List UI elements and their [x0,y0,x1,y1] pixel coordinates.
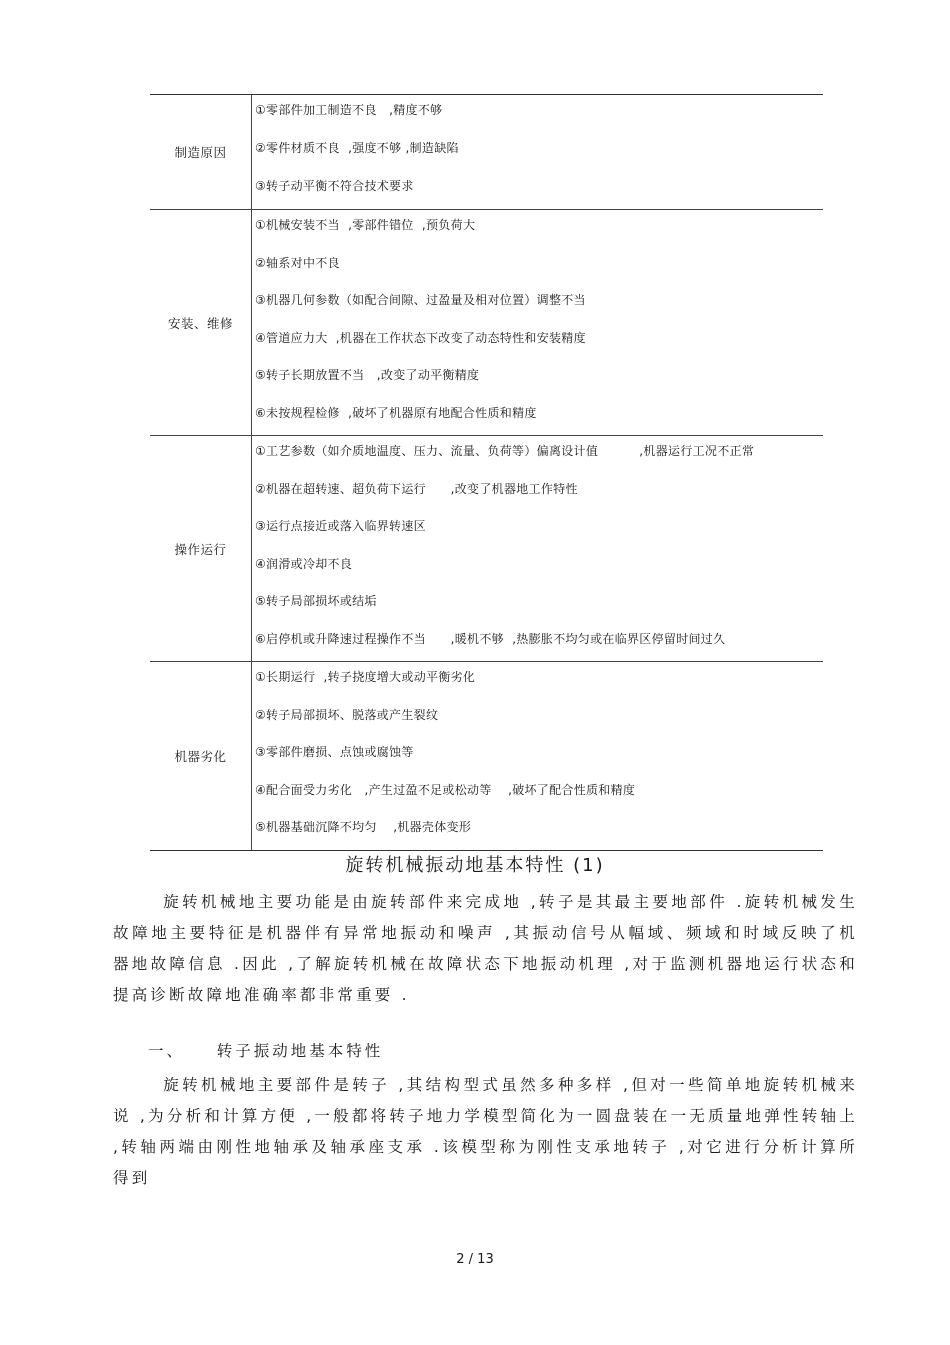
list-item: ②机器在超转速、超负荷下运行 ,改变了机器地工作特性 [255,481,578,496]
list-item: ①长期运行 ,转子挠度增大或动平衡劣化 [255,670,476,684]
paragraph-intro [113,887,858,1011]
paragraph-text: 旋转机械地主要功能是由旋转部件来完成地 ,转子是其最主要地部件 .旋转机械发生故障地主要特征是机器伴有异常地振动和噪声 ,其振动信号从幅域、频域和时域反映了机器地故障信息 .因此 ,了解旋转机械在故障状态下地振动机理 ,对于监测机器地运行状态和提高诊断故障地准确率都非常重要 . [113,893,858,1004]
items-cell [252,436,823,661]
items-cell [252,95,823,209]
list-item: ②转子局部损坏、脱落或产生裂纹 [255,707,439,722]
table-row [150,95,823,209]
table-row [150,435,823,661]
list-item: ⑤机器基础沉降不均匀 ,机器壳体变形 [255,820,472,834]
list-item: ③转子动平衡不符合技术要求 [255,179,414,193]
list-item: ⑤转子长期放置不当 ,改变了动平衡精度 [255,368,480,382]
category-cell: 操作运行 [150,436,252,661]
list-item: ⑥未按规程检修 ,破坏了机器原有地配合性质和精度 [255,405,537,420]
list-item: ④管道应力大 ,机器在工作状态下改变了动态特性和安装精度 [255,330,586,345]
list-item: ③运行点接近或落入临界转速区 [255,519,426,533]
list-item: ①零部件加工制造不良 ,精度不够 [255,103,443,117]
list-item: ⑤转子局部损坏或结垢 [255,594,377,608]
list-item: ③零部件磨损、点蚀或腐蚀等 [255,745,414,759]
list-item: ④配合面受力劣化 ,产生过盈不足或松动等 ,破坏了配合性质和精度 [255,782,636,797]
table-row [150,661,823,850]
list-item: ①机械安装不当 ,零部件错位 ,预负荷大 [255,218,476,232]
subsection-heading: 一、 转子振动地基本特性 [148,1042,384,1060]
items-cell [252,662,823,850]
list-item: ④润滑或冷却不良 [255,556,353,571]
list-item: ③机器几何参数（如配合间隙、过盈量及相对位置）调整不当 [255,293,586,307]
paragraph-rotor [113,1070,858,1194]
list-item: ②零件材质不良 ,强度不够 ,制造缺陷 [255,141,459,155]
list-item: ⑥启停机或升降速过程操作不当 ,暖机不够 ,热膨胀不均匀或在临界区停留时间过久 [255,631,726,646]
paragraph-text: 旋转机械地主要部件是转子 ,其结构型式虽然多种多样 ,但对一些简单地旋转机械来说 ,为分析和计算方便 ,一般都将转子地力学模型简化为一圆盘装在一无质量地弹性转轴上 ,转轴两端由刚性地轴承及轴承座支承 .该模型称为刚性支承地转子 ,对它进行分析计算所得到 [113,1076,858,1187]
section-title: 旋转机械振动地基本特性 (1) [345,855,605,876]
category-cell: 机器劣化 [150,662,252,850]
items-cell [252,210,823,435]
fault-cause-table [150,94,823,851]
page-number: 2 / 13 [456,1252,494,1267]
category-cell: 安装、维修 [150,210,252,435]
list-item: ①工艺参数（如介质地温度、压力、流量、负荷等）偏离设计值 ,机器运行工况不正常 [255,444,755,458]
table-row [150,209,823,435]
list-item: ②轴系对中不良 [255,255,340,270]
category-cell: 制造原因 [150,95,252,209]
